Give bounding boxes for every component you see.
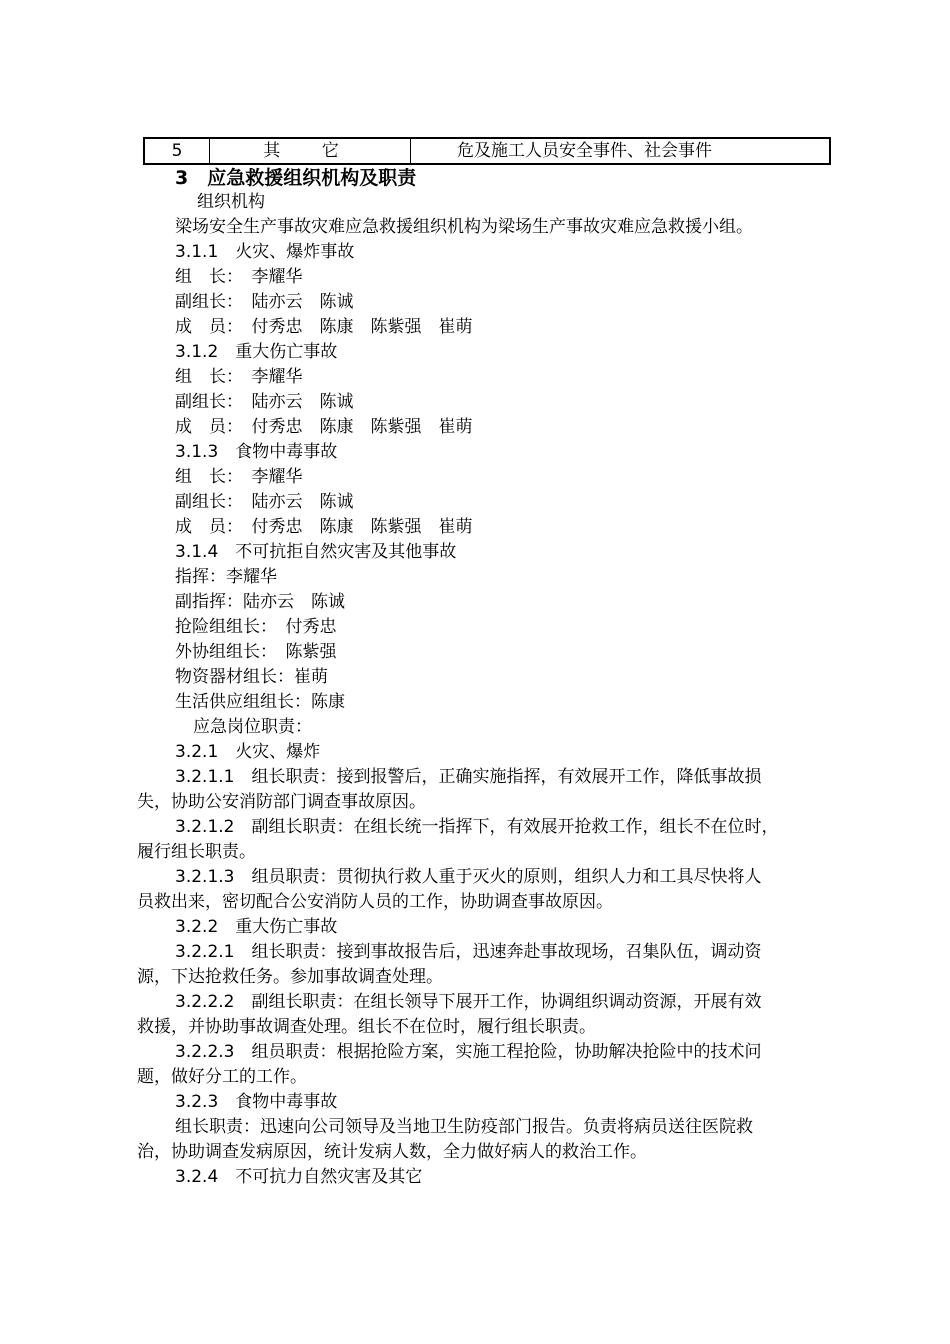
paragraph-continuation: 源，下达抢救任务。参加事故调查处理。 bbox=[137, 967, 443, 987]
subsection-title: 3.1.1 火灾、爆炸事故 bbox=[175, 242, 355, 262]
member-line: 外协组组长： 陈紫强 bbox=[175, 642, 337, 662]
subsection-title: 3.1.2 重大伤亡事故 bbox=[175, 342, 338, 362]
paragraph: 梁场安全生产事故灾难应急救援组织机构为梁场生产事故灾难应急救援小组。 bbox=[175, 217, 753, 237]
paragraph-continuation: 题，做好分工的工作。 bbox=[137, 1067, 307, 1087]
paragraph: 3.2.1.1 组长职责：接到报警后，正确实施指挥，有效展开工作，降低事故损 bbox=[175, 767, 762, 787]
member-line: 副指挥：陆亦云 陈诚 bbox=[175, 592, 345, 612]
member-line: 组 长： 李耀华 bbox=[175, 267, 303, 287]
member-line: 指挥：李耀华 bbox=[175, 567, 277, 587]
subheading-org: 组织机构 bbox=[197, 192, 265, 212]
paragraph: 3.2.2.2 副组长职责：在组长领导下展开工作，协调组织调动资源，开展有效 bbox=[175, 992, 762, 1012]
risk-table bbox=[143, 137, 831, 165]
paragraph-continuation: 救援，并协助事故调查处理。组长不在位时，履行组长职责。 bbox=[137, 1017, 596, 1037]
member-line: 组 长： 李耀华 bbox=[175, 467, 303, 487]
paragraph-continuation: 失，协助公安消防部门调查事故原因。 bbox=[137, 792, 426, 812]
member-line: 组 长： 李耀华 bbox=[175, 367, 303, 387]
member-line: 物资器材组长：崔萌 bbox=[175, 667, 328, 687]
paragraph: 3.2.1.3 组员职责：贯彻执行救人重于灭火的原则，组织人力和工具尽快将人 bbox=[175, 867, 762, 887]
section-heading: 3 应急救援组织机构及职责 bbox=[175, 167, 417, 189]
member-line: 副组长： 陆亦云 陈诚 bbox=[175, 492, 354, 512]
subsection-title: 3.1.3 食物中毒事故 bbox=[175, 442, 338, 462]
subsection-title: 3.2.1 火灾、爆炸 bbox=[175, 742, 321, 762]
member-line: 成 员： 付秀忠 陈康 陈紫强 崔萌 bbox=[175, 317, 473, 337]
row-description: 危及施工人员安全事件、社会事件 bbox=[411, 138, 831, 164]
member-line: 成 员： 付秀忠 陈康 陈紫强 崔萌 bbox=[175, 517, 473, 537]
member-line: 生活供应组组长：陈康 bbox=[175, 692, 345, 712]
member-line: 副组长： 陆亦云 陈诚 bbox=[175, 392, 354, 412]
member-line: 抢险组组长： 付秀忠 bbox=[175, 617, 337, 637]
paragraph-continuation: 治，协助调查发病原因，统计发病人数，全力做好病人的救治工作。 bbox=[137, 1142, 647, 1162]
subsection-title: 3.1.4 不可抗拒自然灾害及其他事故 bbox=[175, 542, 457, 562]
paragraph-continuation: 员救出来，密切配合公安消防人员的工作，协助调查事故原因。 bbox=[137, 892, 613, 912]
paragraph: 3.2.1.2 副组长职责：在组长统一指挥下，有效展开抢救工作，组长不在位时， bbox=[175, 817, 779, 837]
row-number: 5 bbox=[144, 138, 210, 164]
subheading-duties: 应急岗位职责： bbox=[193, 717, 312, 737]
subsection-title: 3.2.4 不可抗力自然灾害及其它 bbox=[175, 1167, 423, 1187]
paragraph-continuation: 履行组长职责。 bbox=[137, 842, 256, 862]
paragraph: 3.2.2.1 组长职责：接到事故报告后，迅速奔赴事故现场，召集队伍，调动资 bbox=[175, 942, 762, 962]
row-type: 其 它 bbox=[210, 138, 411, 164]
member-line: 成 员： 付秀忠 陈康 陈紫强 崔萌 bbox=[175, 417, 473, 437]
subsection-title: 3.2.2 重大伤亡事故 bbox=[175, 917, 338, 937]
paragraph: 3.2.2.3 组员职责：根据抢险方案，实施工程抢险，协助解决抢险中的技术问 bbox=[175, 1042, 762, 1062]
member-line: 副组长： 陆亦云 陈诚 bbox=[175, 292, 354, 312]
table-row bbox=[144, 138, 830, 164]
subsection-title: 3.2.3 食物中毒事故 bbox=[175, 1092, 338, 1112]
paragraph: 组长职责：迅速向公司领导及当地卫生防疫部门报告。负责将病员送往医院救 bbox=[175, 1117, 753, 1137]
